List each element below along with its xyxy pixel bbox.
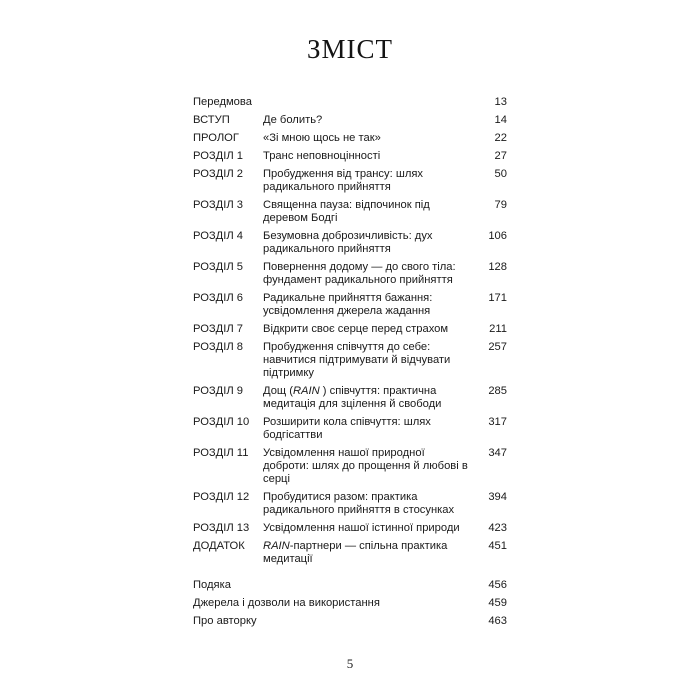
toc-entry-page: 27	[494, 150, 507, 162]
page-title: ЗМІСТ	[306, 34, 394, 64]
toc-entry-page: 257	[488, 341, 507, 353]
toc-entry-chapter-9	[193, 383, 507, 414]
toc-entry-page: 459	[488, 597, 507, 609]
toc-entry-page: 317	[488, 416, 507, 428]
toc-entry-label: РОЗДІЛ 4	[193, 230, 244, 242]
toc-entry-title: Де болить?	[263, 114, 323, 126]
toc-title-part: ) співчуття: практична медитація для зцілення й свободи	[263, 385, 442, 410]
toc-entry-chapter-13	[193, 520, 507, 538]
toc-entry-label: РОЗДІЛ 7	[193, 323, 244, 335]
toc-entry-label: РОЗДІЛ 10	[193, 416, 250, 428]
toc-entry-page: 451	[488, 540, 507, 552]
toc-entry-title: Пробудження від трансу: шлях радикального прийняття	[263, 168, 423, 193]
rain-emphasis: RAIN	[292, 385, 320, 397]
toc-entry-chapter-12	[193, 489, 507, 520]
toc-entry-label: РОЗДІЛ 9	[193, 385, 244, 397]
toc-entry-chapter-4	[193, 228, 507, 259]
toc-entry-page: 285	[488, 385, 507, 397]
toc-entry-title: Усвідомлення нашої природної доброти: шлях до прощення й любові в серці	[263, 447, 468, 485]
toc-entry-chapter-10	[193, 414, 507, 445]
toc-entry-title: Передмова	[193, 96, 252, 108]
toc-title-part: Дощ (	[263, 385, 293, 397]
toc-entry-page: 394	[488, 491, 507, 503]
toc-entry-label: РОЗДІЛ 1	[193, 150, 244, 162]
toc-entry-label: РОЗДІЛ 6	[193, 292, 244, 304]
toc-entry-label: ДОДАТОК	[193, 540, 245, 552]
toc-entry-appendix	[193, 538, 507, 569]
toc-entry-page: 423	[488, 522, 507, 534]
toc-entry-label: РОЗДІЛ 12	[193, 491, 250, 503]
toc-entry-page: 13	[494, 96, 507, 108]
toc-entry-title	[263, 540, 477, 566]
toc-entry-label: ПРОЛОГ	[193, 132, 239, 144]
toc-entry-page: 14	[494, 114, 507, 126]
toc-entry-chapter-7	[193, 321, 507, 339]
toc-entry-title: Пробудження співчуття до себе: навчитися підтримувати й відчувати підтримку	[263, 341, 451, 379]
toc-entry-title: Джерела і дозволи на використання	[193, 597, 380, 609]
table-of-contents	[193, 94, 507, 631]
toc-entry-label: РОЗДІЛ 11	[193, 447, 249, 459]
toc-entry-about-author	[193, 613, 507, 631]
page-number: 5	[346, 656, 354, 671]
toc-entry-title	[263, 385, 477, 411]
toc-entry-title: Усвідомлення нашої істинної природи	[263, 522, 460, 534]
toc-entry-acknowledgments	[193, 577, 507, 595]
toc-entry-title: Подяка	[193, 579, 231, 591]
toc-entry-title: Транс неповноцінності	[263, 150, 381, 162]
toc-entry-label: РОЗДІЛ 2	[193, 168, 244, 180]
toc-entry-title: Священна пауза: відпочинок під деревом Бодгі	[263, 199, 430, 224]
toc-entry-chapter-3	[193, 197, 507, 228]
toc-entry-sources	[193, 595, 507, 613]
toc-entry-chapter-8	[193, 339, 507, 383]
toc-entry-title: Безумовна доброзичливість: дух радикального прийняття	[263, 230, 433, 255]
toc-entry-chapter-2	[193, 166, 507, 197]
toc-entry-page: 463	[488, 615, 507, 627]
toc-entry-label: ВСТУП	[193, 114, 230, 126]
toc-entry-label: РОЗДІЛ 13	[193, 522, 250, 534]
toc-entry-title: Розширити кола співчуття: шлях бодгісаттви	[263, 416, 431, 441]
toc-entry-introduction	[193, 112, 507, 130]
toc-entry-title: «Зі мною щось не так»	[263, 132, 381, 144]
toc-entry-label: РОЗДІЛ 3	[193, 199, 244, 211]
toc-entry-title: Відкрити своє серце перед страхом	[263, 323, 449, 335]
toc-entry-page: 347	[488, 447, 507, 459]
toc-entry-page: 22	[494, 132, 507, 144]
toc-entry-label: РОЗДІЛ 8	[193, 341, 244, 353]
toc-entry-chapter-5	[193, 259, 507, 290]
toc-entry-preface	[193, 94, 507, 112]
toc-entry-title: Радикальне прийняття бажання: усвідомлення джерела жадання	[263, 292, 433, 317]
toc-entry-page: 211	[489, 323, 507, 335]
toc-entry-page: 128	[488, 261, 507, 273]
toc-entry-title: Повернення додому — до свого тіла: фундамент радикального прийняття	[263, 261, 456, 286]
toc-entry-chapter-6	[193, 290, 507, 321]
toc-entry-title: Про авторку	[193, 615, 257, 627]
toc-entry-title: Пробудитися разом: практика радикального прийняття в стосунках	[263, 491, 455, 516]
toc-entry-page: 171	[488, 292, 507, 304]
toc-entry-page: 106	[488, 230, 507, 242]
toc-entry-label: РОЗДІЛ 5	[193, 261, 244, 273]
toc-entry-prologue	[193, 130, 507, 148]
toc-entry-page: 50	[494, 168, 507, 180]
toc-entry-page: 79	[494, 199, 507, 211]
toc-entry-chapter-1	[193, 148, 507, 166]
toc-entry-chapter-11	[193, 445, 507, 489]
toc-title-part: -партнери — спільна практика медитації	[263, 540, 448, 565]
toc-entry-page: 456	[488, 579, 507, 591]
rain-emphasis: RAIN	[263, 540, 290, 552]
